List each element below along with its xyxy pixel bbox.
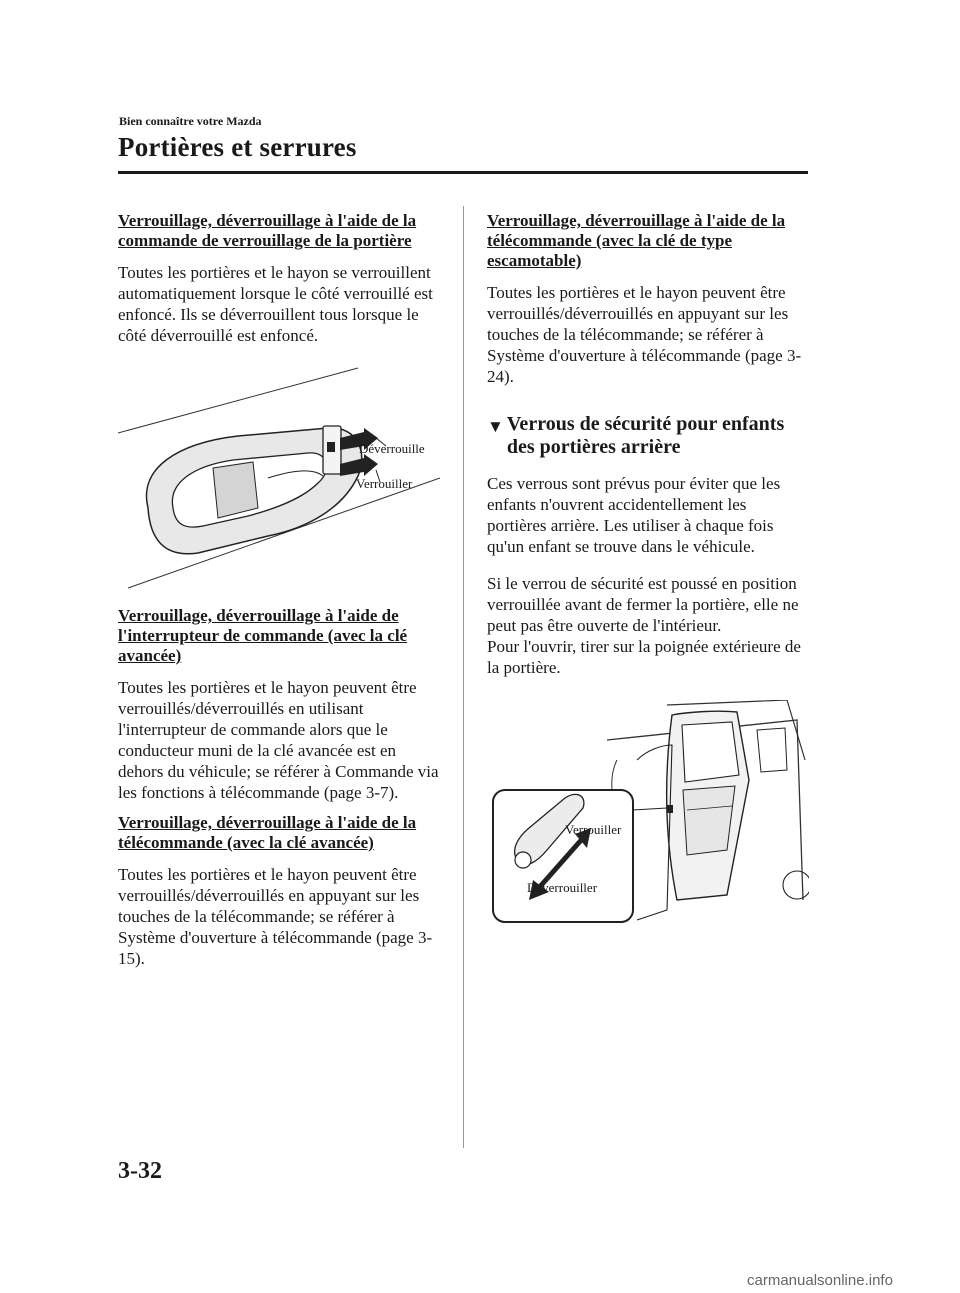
- section-heading-child-locks: [487, 413, 809, 459]
- label-lock: Verrouiller: [356, 476, 413, 491]
- subheading-remote-advanced-key: Verrouillage, déverrouillage à l'aide de la télécommande (avec la clé avancée): [118, 813, 417, 852]
- label-child-unlock: Déverrouiller: [527, 880, 598, 895]
- column-divider: [463, 206, 464, 1148]
- paragraph-child-locks-usage: Si le verrou de sécurité est poussé en position verrouillée avant de fermer la portière, elle ne peut pas être ouverte de l'intérieur.: [487, 574, 799, 635]
- paragraph-remote-retractable-key: Toutes les portières et le hayon peuvent être verrouillés/déverrouillés en appuyant sur les touches de la télécommande; se référer à Système d'ouverture à télécommande (page 3-24).: [487, 283, 802, 386]
- door-handle-figure: [118, 358, 440, 598]
- child-lock-figure: [487, 700, 809, 930]
- paragraph-child-locks-purpose: Ces verrous sont prévus pour éviter que les enfants n'ouvrent accidentellement les portières arrière. Les utiliser à chaque fois qu'un enfant se trouve dans le véhicule.: [487, 474, 781, 556]
- right-column: [487, 211, 809, 930]
- section-heading-text: Verrous de sécurité pour enfants des portières arrière: [506, 413, 785, 458]
- label-unlock: Déverrouille: [359, 441, 425, 456]
- subheading-request-switch: Verrouillage, déverrouillage à l'aide de l'interrupteur de commande (avec la clé avancée): [118, 606, 408, 665]
- page-title: Portières et serrures: [118, 132, 357, 162]
- page-number: 3-32: [118, 1158, 162, 1184]
- label-child-lock: Verrouiller: [565, 822, 622, 837]
- triangle-down-icon: ▼: [487, 417, 504, 436]
- paragraph-remote-advanced-key: Toutes les portières et le hayon peuvent être verrouillés/déverrouillés en appuyant sur les touches de la télécommande; se référer à Système d'ouverture à télécommande (page 3-15).: [118, 865, 433, 968]
- left-column: [118, 211, 440, 969]
- subheading-remote-retractable-key: Verrouillage, déverrouillage à l'aide de la télécommande (avec la clé de type escamotable): [487, 211, 786, 270]
- subheading-door-lock-switch: Verrouillage, déverrouillage à l'aide de la commande de verrouillage de la portière: [118, 211, 417, 250]
- watermark: carmanualsonline.info: [747, 1272, 893, 1289]
- section-label: Bien connaître votre Mazda: [119, 114, 262, 128]
- paragraph-request-switch: Toutes les portières et le hayon peuvent être verrouillés/déverrouillés en utilisant l'interrupteur de commande alors que le conducteur muni de la clé avancée est en dehors du véhicule; se référer à Commande via les fonctions à télécommande (page 3-7).: [118, 678, 439, 802]
- header-rule: [118, 171, 808, 174]
- paragraph-child-locks-open: Pour l'ouvrir, tirer sur la poignée extérieure de la portière.: [487, 637, 801, 677]
- paragraph-door-lock-switch: Toutes les portières et le hayon se verrouillent automatiquement lorsque le côté verrouillé est enfoncé. Ils se déverrouillent tous lorsque le côté déverrouillé est enfoncé.: [118, 263, 433, 345]
